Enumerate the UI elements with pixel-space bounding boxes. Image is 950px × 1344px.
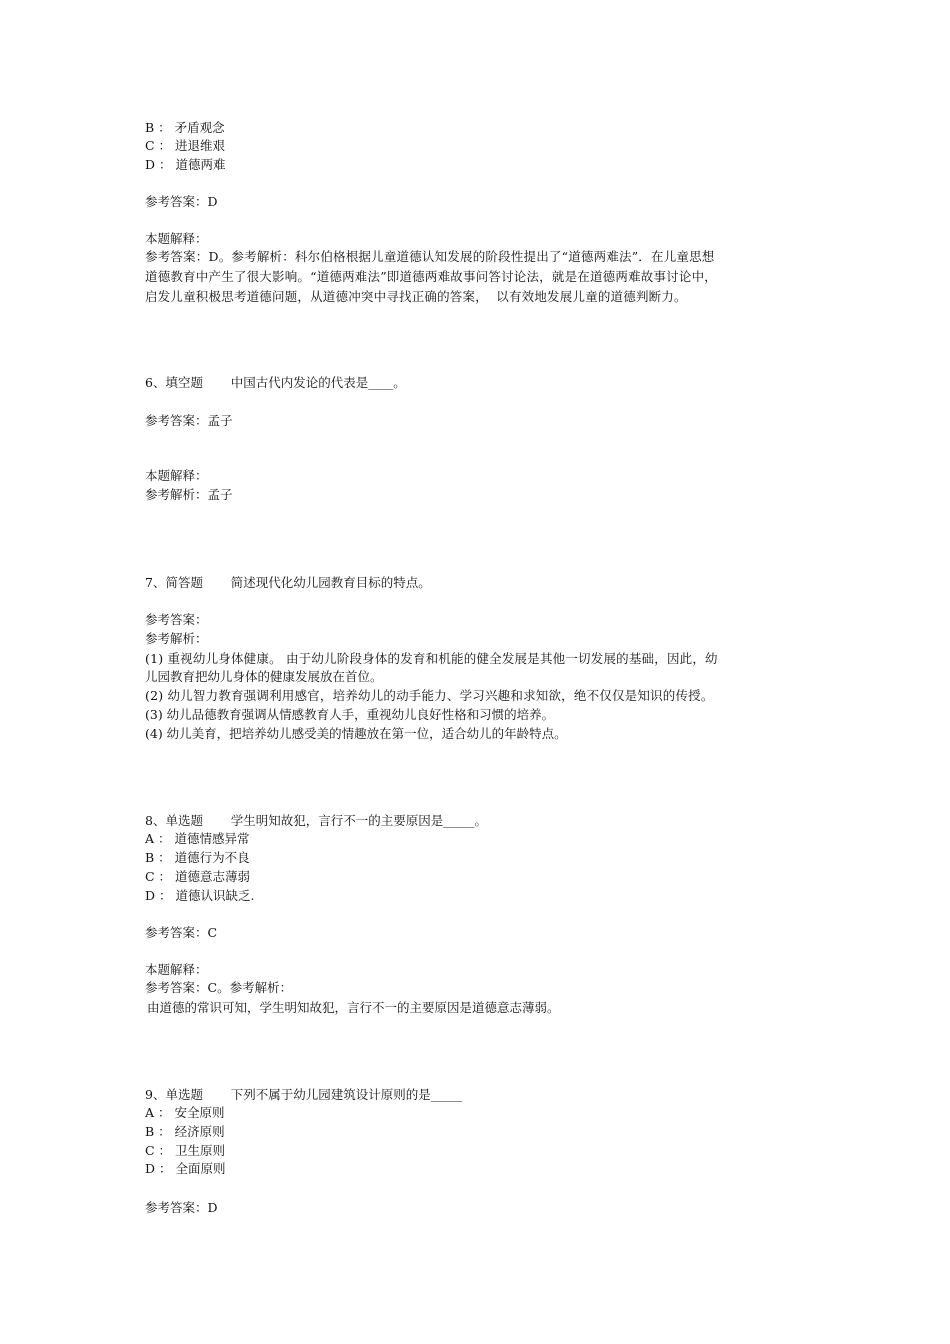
q8-explanation-label: 本题解释： (145, 962, 208, 977)
q7-point: (4) 幼儿美育，把培养幼儿感受美的情趣放在第一位，适合幼儿的年龄特点。 (145, 726, 567, 741)
q7-answer: 参考答案： (145, 612, 208, 627)
q8-option-d: D ： 道德认识缺乏. (145, 888, 255, 903)
q8-heading: 8、单选题 学生明知故犯，言行不一的主要原因是_____。 (145, 813, 488, 828)
q7-point: 儿园教育把幼儿身体的健康发展放在首位。 (145, 669, 383, 684)
q9-option-a: A ： 安全原则 (145, 1105, 225, 1120)
q8-option-c: C ： 道德意志薄弱 (145, 869, 251, 884)
q5-explanation-label: 本题解释： (145, 231, 208, 246)
q8-explanation-line: 由道德的常识可知，学生明知故犯，言行不一的主要原因是道德意志薄弱。 (147, 1000, 560, 1015)
q5-option-b: B ： 矛盾观念 (145, 120, 225, 135)
q8-answer: 参考答案：C (145, 925, 218, 940)
q6-answer: 参考答案：孟子 (145, 413, 233, 428)
q7-point: (2) 幼儿智力教育强调利用感官，培养幼儿的动手能力、学习兴趣和求知欲，绝不仅仅是知识的传授。 (145, 688, 714, 703)
q6-explanation-line: 参考解析：孟子 (145, 487, 233, 502)
q7-heading: 7、简答题 简述现代化幼儿园教育目标的特点。 (145, 575, 431, 590)
q5-option-d: D ： 道德两难 (145, 157, 226, 172)
q9-answer: 参考答案：D (145, 1200, 218, 1215)
q7-explanation-label: 参考解析： (145, 631, 208, 646)
q9-option-d: D ： 全面原则 (145, 1161, 226, 1176)
q9-heading: 9、单选题 下列不属于幼儿园建筑设计原则的是_____ (145, 1087, 463, 1102)
q5-option-c: C ： 进退维艰 (145, 138, 226, 153)
q9-option-b: B ： 经济原则 (145, 1124, 225, 1139)
q7-point: (1) 重视幼儿身体健康。 由于幼儿阶段身体的发育和机能的健全发展是其他一切发展的基础，因此，幼 (145, 651, 718, 666)
q5-answer: 参考答案：D (145, 194, 218, 209)
q8-explanation-line: 参考答案：C。参考解析： (145, 980, 293, 995)
q5-explanation-line: 启发儿童积极思考道德问题，从道德冲突中寻找正确的答案， 以有效地发展儿童的道德判断力。 (145, 289, 687, 304)
q5-explanation-line: 参考答案：D。参考解析：科尔伯格根据儿童道德认知发展的阶段性提出了“道德两难法”．在儿童思想 (145, 249, 715, 264)
q5-explanation-line: 道德教育中产生了很大影响。“道德两难法”即道德两难故事问答讨论法，就是在道德两难故事讨论中， (145, 269, 717, 284)
q8-option-b: B ： 道德行为不良 (145, 850, 250, 865)
q8-option-a: A ： 道德情感异常 (145, 831, 250, 846)
q6-heading: 6、填空题 中国古代内发论的代表是____。 (145, 375, 406, 390)
q6-explanation-label: 本题解释： (145, 468, 208, 483)
q9-option-c: C ： 卫生原则 (145, 1143, 226, 1158)
q7-point: (3) 幼儿品德教育强调从情感教育人手，重视幼儿良好性格和习惯的培养。 (145, 707, 555, 722)
